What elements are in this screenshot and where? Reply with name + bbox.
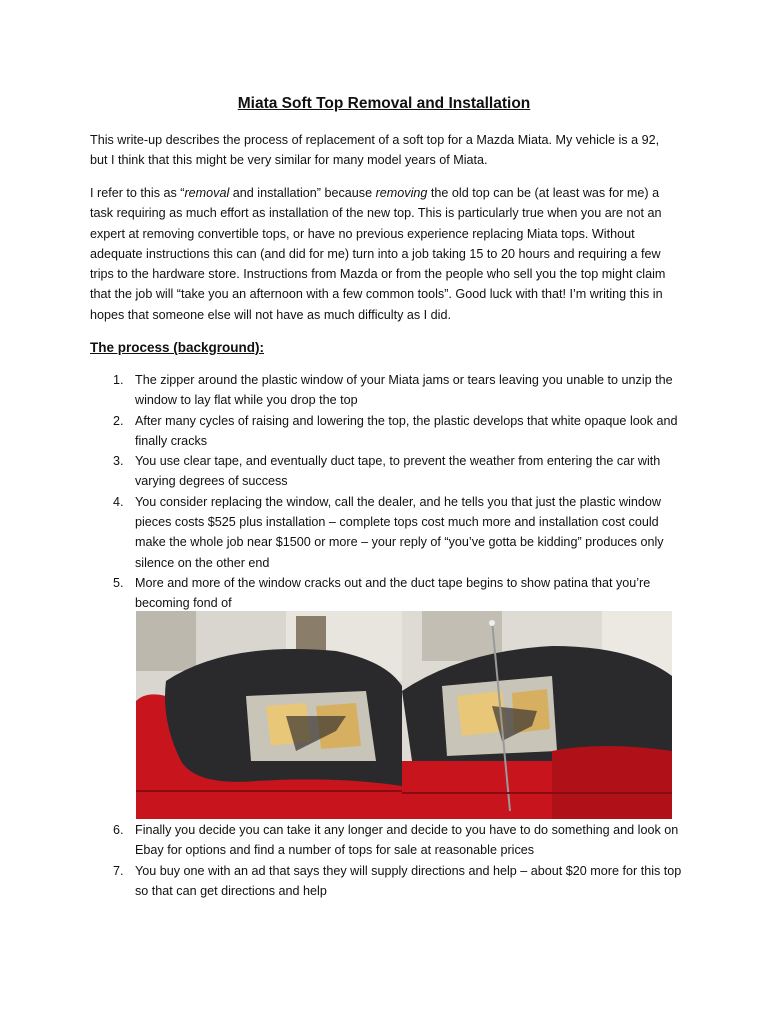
list-item-text: After many cycles of raising and lowering the top, the plastic develops that white opaque look and finally cracks xyxy=(135,413,678,448)
list-item-text: You consider replacing the window, call the dealer, and he tells you that just the plastic window pieces costs $525 plus installation – complete tops cost much more and installation cost could make the whole job near $1500 or more – your reply of “you’ve gotta be kidding” produces only silence on the other end xyxy=(135,494,664,570)
list-item-text: Finally you decide you can take it any longer and decide to you have to do something and look on Ebay for options and find a number of tops for sale at reasonable prices xyxy=(135,823,679,858)
list-item-number: 7. xyxy=(113,863,124,878)
list-item xyxy=(90,573,690,614)
list-item-text: You use clear tape, and eventually duct tape, to prevent the weather from entering the car with varying degrees of success xyxy=(135,454,661,489)
miata-top-photo-1 xyxy=(136,611,402,819)
removal-paragraph: I refer to this as “removal and installation” because removing the old top can be (at least was for me) a task requiring as much effort as installation of the new top. This is particularly true when you are not an expert at removing convertible tops, or have no previous experience replacing Miata tops. Without adequate instructions this can (and did for me) turn into a job taking 15 to 20 hours and requiring a few trips to the hardware store. Instructions from Mazda or from the people who sell you the top might claim that the job will “take you an afternoon with a few common tools”. Good luck with that! I’m writing this in hopes that someone else will not have as much difficulty as I did. xyxy=(90,186,666,322)
steps-list-2 xyxy=(90,820,690,901)
intro-paragraph: This write-up describes the process of replacement of a soft top for a Mazda Miata. My vehicle is a 92, but I think that this might be very similar for many model years of Miata. xyxy=(90,133,660,168)
list-item-text: More and more of the window cracks out and the duct tape begins to show patina that you’re becoming fond of xyxy=(135,575,651,611)
section-heading: The process (background): xyxy=(90,340,265,355)
list-item xyxy=(90,492,690,573)
miata-top-photo-2 xyxy=(402,611,672,819)
list-item-number: 5. xyxy=(113,575,124,590)
list-item-number: 4. xyxy=(113,494,124,509)
list-item xyxy=(90,411,690,452)
list-item-number: 2. xyxy=(113,413,124,428)
steps-list-1 xyxy=(90,370,690,614)
list-item-number: 1. xyxy=(113,373,124,387)
list-item-text: You buy one with an ad that says they will supply directions and help – about $20 more for this top so that can get directions and help xyxy=(135,863,682,898)
list-item xyxy=(90,820,690,861)
list-item xyxy=(90,451,690,492)
list-item-number: 6. xyxy=(113,823,124,837)
list-item xyxy=(90,861,690,902)
list-item-number: 3. xyxy=(113,454,124,469)
document-title: Miata Soft Top Removal and Installation xyxy=(237,95,531,112)
list-item xyxy=(90,370,690,411)
photo-row xyxy=(136,611,672,819)
list-item-text: The zipper around the plastic window of your Miata jams or tears leaving you unable to unzip the window to lay flat while you drop the top xyxy=(135,373,673,408)
